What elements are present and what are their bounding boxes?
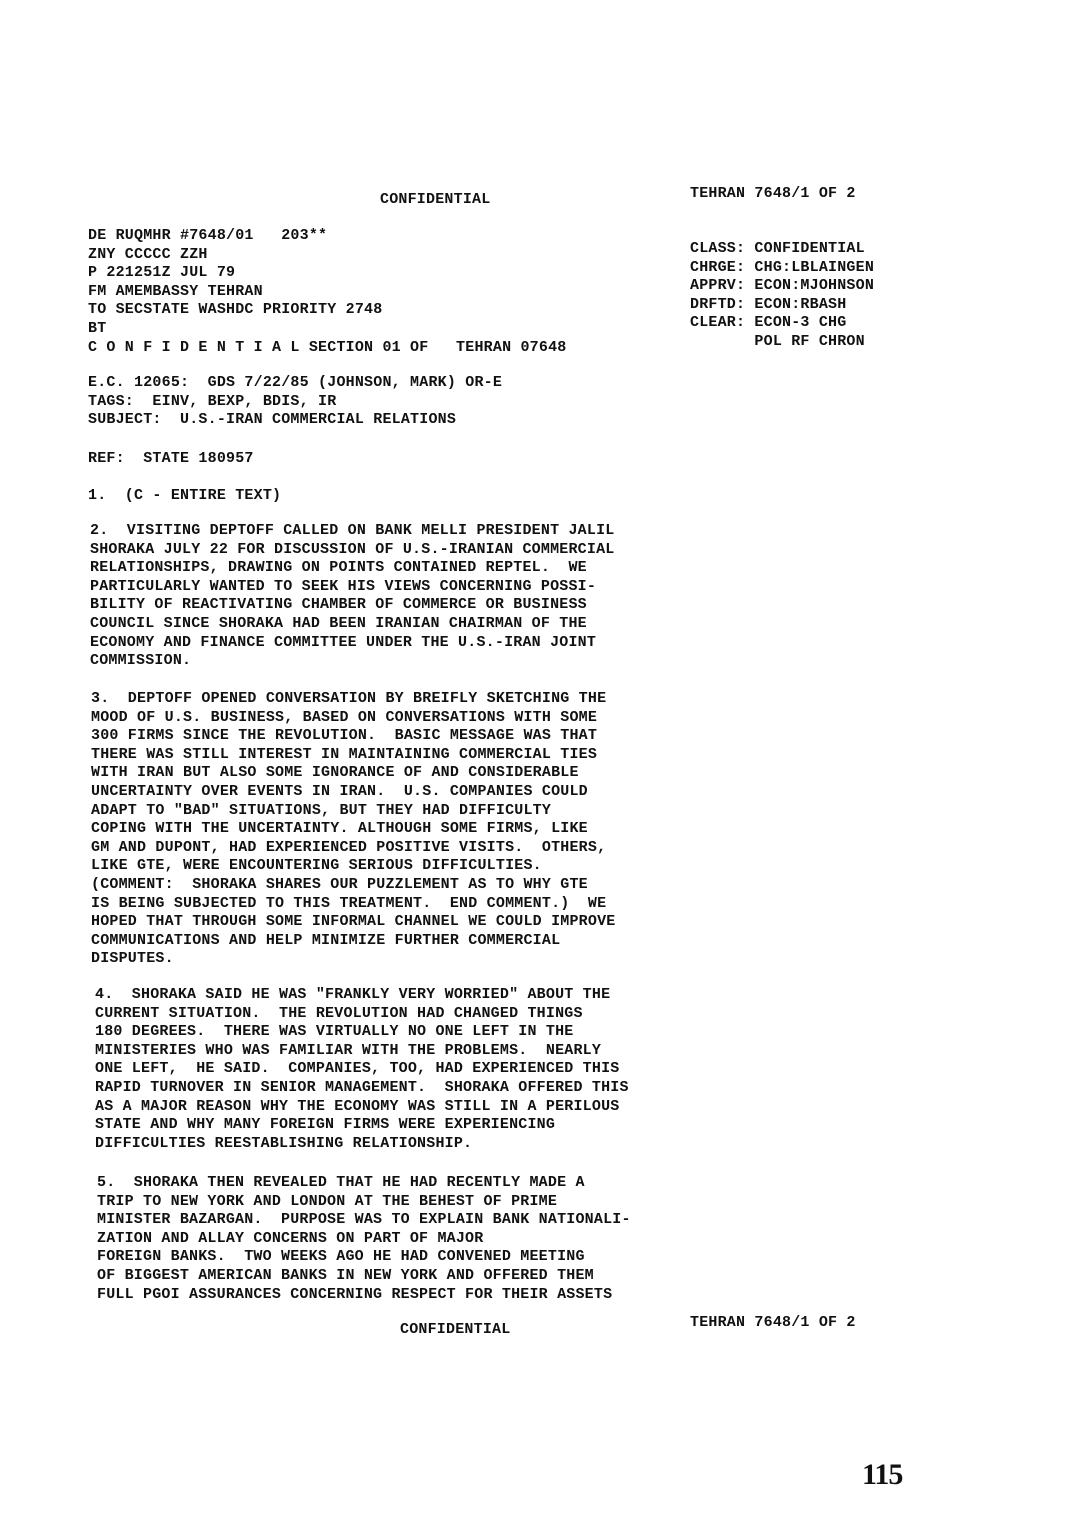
paragraph-1: 1. (C - ENTIRE TEXT) (88, 487, 282, 504)
text-line: 5. SHORAKA THEN REVEALED THAT HE HAD RECENTLY MADE A (97, 1174, 585, 1191)
text-line: 4. SHORAKA SAID HE WAS "FRANKLY VERY WORRIED" ABOUT THE (95, 986, 611, 1003)
text-line: COMMUNICATIONS AND HELP MINIMIZE FURTHER COMMERCIAL (91, 931, 561, 949)
text-line: GM AND DUPONT, HAD EXPERIENCED POSITIVE VISITS. OTHERS, (91, 838, 607, 856)
page-number: 115 (862, 1458, 903, 1491)
text-line: 2. VISITING DEPTOFF CALLED ON BANK MELLI PRESIDENT JALIL (90, 522, 615, 539)
text-line: ONE LEFT, HE SAID. COMPANIES, TOO, HAD EXPERIENCED THIS (95, 1060, 620, 1078)
text-line: TRIP TO NEW YORK AND LONDON AT THE BEHEST OF PRIME (97, 1192, 558, 1210)
text-line: CHRGE: CHG:LBLAINGEN (690, 258, 875, 276)
footer-reference: TEHRAN 7648/1 OF 2 (690, 1314, 856, 1331)
text-line: WITH IRAN BUT ALSO SOME IGNORANCE OF AND CONSIDERABLE (91, 764, 579, 782)
text-line: COPING WITH THE UNCERTAINTY. ALTHOUGH SOME FIRMS, LIKE (91, 820, 588, 838)
text-line: MOOD OF U.S. BUSINESS, BASED ON CONVERSATIONS WITH SOME (91, 708, 598, 726)
text-line: DRFTD: ECON:RBASH (690, 295, 847, 313)
footer-classification: CONFIDENTIAL (400, 1321, 511, 1338)
paragraph-3 (91, 690, 615, 969)
text-line: APPRV: ECON:MJOHNSON (690, 277, 875, 295)
text-line: ZNY CCCCC ZZH (88, 245, 208, 263)
text-line: RELATIONSHIPS, DRAWING ON POINTS CONTAINED REPTEL. WE (90, 559, 587, 577)
text-line: DIFFICULTIES REESTABLISHING RELATIONSHIP. (95, 1134, 473, 1152)
text-line: E.C. 12065: GDS 7/22/85 (JOHNSON, MARK) OR-E (88, 374, 503, 391)
text-line: OF BIGGEST AMERICAN BANKS IN NEW YORK AND OFFERED THEM (97, 1266, 594, 1284)
text-line: FM AMEMBASSY TEHRAN (88, 282, 263, 300)
text-line: 180 DEGREES. THERE WAS VIRTUALLY NO ONE LEFT IN THE (95, 1023, 574, 1041)
text-line: RAPID TURNOVER IN SENIOR MANAGEMENT. SHORAKA OFFERED THIS (95, 1078, 629, 1096)
text-line: FULL PGOI ASSURANCES CONCERNING RESPECT FOR THEIR ASSETS (97, 1285, 613, 1303)
text-line: P 221251Z JUL 79 (88, 264, 236, 282)
text-line: LIKE GTE, WERE ENCOUNTERING SERIOUS DIFFICULTIES. (91, 857, 542, 875)
text-line: BILITY OF REACTIVATING CHAMBER OF COMMERCE OR BUSINESS (90, 596, 587, 614)
text-line: C O N F I D E N T I A L SECTION 01 OF TEHRAN 07648 (88, 338, 567, 356)
text-line: DE RUQMHR #7648/01 203** (88, 227, 328, 244)
paragraph-2 (90, 522, 614, 671)
text-line: (COMMENT: SHORAKA SHARES OUR PUZZLEMENT AS TO WHY GTE (91, 875, 588, 893)
paragraph-4 (95, 986, 629, 1153)
text-line: MINISTER BAZARGAN. PURPOSE WAS TO EXPLAIN BANK NATIONALI- (97, 1211, 631, 1229)
text-line: UNCERTAINTY OVER EVENTS IN IRAN. U.S. COMPANIES COULD (91, 782, 588, 800)
text-line: CLEAR: ECON-3 CHG (690, 314, 847, 332)
text-line: TAGS: EINV, BEXP, BDIS, IR (88, 392, 337, 410)
text-line: COMMISSION. (90, 652, 192, 670)
header-reference: TEHRAN 7648/1 OF 2 (690, 185, 856, 202)
text-line: COUNCIL SINCE SHORAKA HAD BEEN IRANIAN CHAIRMAN OF THE (90, 614, 587, 632)
text-line: 300 FIRMS SINCE THE REVOLUTION. BASIC MESSAGE WAS THAT (91, 727, 598, 745)
reference-line: REF: STATE 180957 (88, 450, 254, 467)
text-line: FOREIGN BANKS. TWO WEEKS AGO HE HAD CONVENED MEETING (97, 1248, 585, 1266)
text-line: THERE WAS STILL INTEREST IN MAINTAINING COMMERCIAL TIES (91, 745, 598, 763)
text-line: AS A MAJOR REASON WHY THE ECONOMY WAS STILL IN A PERILOUS (95, 1097, 620, 1115)
text-line: PARTICULARLY WANTED TO SEEK HIS VIEWS CONCERNING POSSI- (90, 577, 597, 595)
paragraph-5 (97, 1174, 631, 1304)
text-line: TO SECSTATE WASHDC PRIORITY 2748 (88, 301, 383, 319)
text-line: ZATION AND ALLAY CONCERNS ON PART OF MAJOR (97, 1229, 484, 1247)
clearance-block (690, 240, 874, 352)
text-line: CURRENT SITUATION. THE REVOLUTION HAD CHANGED THINGS (95, 1004, 583, 1022)
tags-block (88, 374, 502, 430)
text-line: MINISTERIES WHO WAS FAMILIAR WITH THE PROBLEMS. NEARLY (95, 1041, 602, 1059)
text-line: IS BEING SUBJECTED TO THIS TREATMENT. END COMMENT.) WE (91, 894, 607, 912)
text-line: SUBJECT: U.S.-IRAN COMMERCIAL RELATIONS (88, 411, 457, 429)
text-line: STATE AND WHY MANY FOREIGN FIRMS WERE EXPERIENCING (95, 1116, 556, 1134)
text-line: CLASS: CONFIDENTIAL (690, 240, 865, 257)
text-line: POL RF CHRON (690, 332, 865, 350)
text-line: 3. DEPTOFF OPENED CONVERSATION BY BREIFLY SKETCHING THE (91, 690, 607, 707)
text-line: HOPED THAT THROUGH SOME INFORMAL CHANNEL WE COULD IMPROVE (91, 913, 616, 931)
text-line: BT (88, 319, 107, 337)
text-line: SHORAKA JULY 22 FOR DISCUSSION OF U.S.-IRANIAN COMMERCIAL (90, 540, 615, 558)
header-classification: CONFIDENTIAL (380, 191, 491, 208)
text-line: DISPUTES. (91, 950, 174, 968)
text-line: ADAPT TO "BAD" SITUATIONS, BUT THEY HAD DIFFICULTY (91, 801, 552, 819)
text-line: ECONOMY AND FINANCE COMMITTEE UNDER THE U.S.-IRAN JOINT (90, 633, 597, 651)
routing-block (88, 227, 566, 357)
